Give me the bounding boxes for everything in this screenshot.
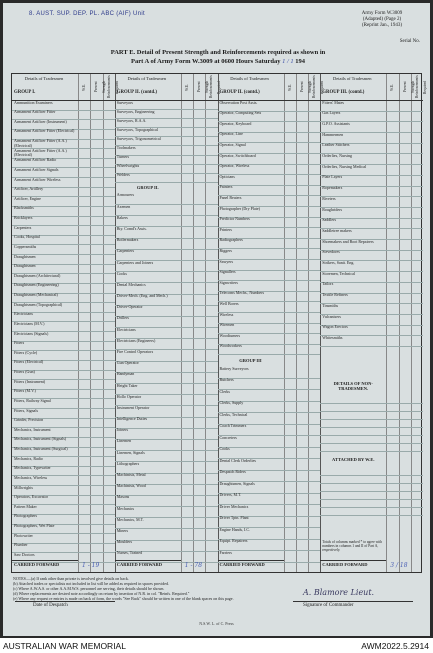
row-label: Carpenters and Joiners bbox=[116, 260, 154, 265]
row-label: Driver Tptn. Plant bbox=[219, 515, 249, 521]
row-label: Draughtsmen bbox=[14, 263, 36, 269]
row-label: Height Taker bbox=[116, 383, 138, 388]
row-label: Printers bbox=[219, 227, 232, 232]
row-label: Saddlers bbox=[322, 217, 337, 223]
column-header bbox=[320, 74, 427, 101]
row-label: Photographers bbox=[14, 513, 38, 519]
row-label: Plumber bbox=[14, 542, 28, 548]
row-label: Operator, Wireless bbox=[219, 163, 250, 169]
form-sheet bbox=[3, 3, 430, 636]
row-label: Armament Artificer Radio bbox=[14, 157, 57, 163]
header-subcolumn: Present Strength bbox=[94, 80, 107, 94]
row-label: Textile Refiners bbox=[322, 292, 348, 298]
row-label: Orderlies, Nursing bbox=[322, 153, 353, 158]
date-rule bbox=[15, 601, 115, 602]
row-label: Signallers bbox=[219, 269, 236, 275]
header-details-label: Details of Tradesmen bbox=[230, 76, 269, 81]
row-label: Handyman bbox=[116, 371, 135, 377]
row-label: Welders bbox=[116, 172, 130, 178]
row-label: Storemen, Technical bbox=[322, 271, 355, 276]
column-header bbox=[12, 74, 119, 101]
header-details-label: Details of Tradesmen bbox=[127, 76, 166, 81]
carried-forward: CARRIED FORWARD bbox=[12, 560, 78, 572]
row-label: Clerks, Technical bbox=[219, 412, 248, 417]
header-subcolumn: Present Strength bbox=[402, 80, 415, 94]
note-line: (c) Where A.W.A.S. or other A.A.M.W.S. personnel are serving, their details should be shown. bbox=[13, 586, 165, 591]
row-label: Wireless bbox=[219, 312, 234, 317]
row-label: Radiographers bbox=[219, 237, 243, 243]
row-label: Stevedores bbox=[322, 249, 340, 255]
row-label: Blacksmiths bbox=[14, 205, 34, 211]
row-label: Artificer, Engine bbox=[14, 196, 41, 201]
row-label: Signwriters bbox=[219, 280, 238, 285]
row-label: Armament Artificer Signals bbox=[14, 167, 59, 172]
row-label: Mechanics, Instrument (Signals) bbox=[14, 436, 67, 442]
row-label: Mechanics, Typewriter bbox=[14, 465, 51, 471]
row-label: G.P.O. Assistants bbox=[322, 121, 350, 126]
row-label: Gun Operator bbox=[116, 360, 139, 366]
row-label: Electricians (M.V.) bbox=[14, 321, 45, 326]
header-subcolumn: Reinforcements Required bbox=[209, 75, 222, 98]
row-label: Concreters bbox=[219, 435, 237, 440]
column-header bbox=[218, 74, 324, 101]
row-label: Linemen bbox=[116, 438, 131, 444]
header-group-label: GROUP I. bbox=[14, 90, 36, 95]
column-header bbox=[115, 74, 222, 101]
carried-forward: CARRIED FORWARD bbox=[218, 560, 284, 572]
handwritten-date: 1 / 1 bbox=[282, 58, 294, 65]
strength-table bbox=[11, 73, 427, 573]
row-label: Wheelwrights bbox=[116, 163, 140, 169]
row-label: Engine Hands, I.C. bbox=[219, 527, 251, 532]
row-label: Driver-Mech. (Eng. and Mech.) bbox=[116, 293, 168, 299]
row-label: Well Borers bbox=[219, 301, 239, 306]
header-group-label: GROUP II. (contd.) bbox=[116, 90, 157, 95]
row-label: Drivers, M.T. bbox=[219, 492, 242, 498]
row-label: Grinder, Precision bbox=[14, 417, 44, 423]
row-label: Mechanics, Wireless bbox=[14, 475, 48, 480]
carried-forward: CARRIED FORWARD bbox=[320, 560, 386, 572]
row-label: Armament Artificer Wireless bbox=[14, 177, 61, 182]
row-label: Mechanics, Instrument bbox=[14, 427, 51, 432]
row-label: Leather Stitchers bbox=[322, 142, 350, 148]
archive-caption bbox=[0, 638, 433, 653]
row-label: Draughtsmen (Engineering) bbox=[14, 282, 59, 288]
row-label: Plate Layers bbox=[322, 174, 343, 180]
row-label: Fire Control Operators bbox=[116, 349, 154, 354]
header-group-label: GROUP II. (contd.) bbox=[219, 90, 260, 95]
row-label: Telecoms Mechs., Numbers bbox=[219, 290, 265, 296]
carried-forward: CARRIED FORWARD bbox=[115, 560, 181, 572]
totals-note: Totals of columns marked * to agree with numbers in columns 1 and II of Part A, respectively. bbox=[322, 540, 382, 553]
handwritten-total: 1 - 78 bbox=[184, 562, 203, 569]
row-label: Armourers bbox=[116, 192, 135, 198]
row-label: Photographer (Dry Plate) bbox=[219, 206, 260, 211]
group3-cont-row bbox=[320, 335, 423, 347]
header-subcolumn: W.E. bbox=[184, 83, 189, 91]
row-label: Strikers, Sanit. Eng. bbox=[322, 260, 355, 265]
row-label: Surveyors, Topographical bbox=[116, 127, 158, 132]
header-subcolumn: Reinforcements Required bbox=[414, 75, 427, 98]
handwritten-total: 1 - 19 bbox=[82, 562, 100, 569]
row-label: Electricians (Engineers) bbox=[116, 338, 156, 343]
row-label: Draughtsmen (Topographical) bbox=[14, 302, 63, 307]
commander-signature: A. Blamore Lieut. bbox=[303, 588, 375, 597]
row-label: Despatch Riders bbox=[219, 469, 246, 475]
serial-number: Serial No. bbox=[399, 39, 420, 44]
caption-source: AUSTRALIAN WAR MEMORIAL bbox=[3, 641, 126, 651]
printer-imprint: N.S.W. L. of C. Press bbox=[199, 621, 234, 626]
non-tradesmen-row bbox=[320, 443, 423, 452]
header-details-label: Details of Tradesmen bbox=[333, 76, 372, 81]
row-label: Cooks bbox=[116, 271, 127, 276]
row-label: Bty. Comd's Assts. bbox=[116, 226, 147, 231]
row-label: Intelligence Duties bbox=[116, 416, 148, 422]
row-label: Saw Doctors bbox=[14, 552, 35, 557]
note-line: NOTES.—(a) If rank other than private is involved give details on back. bbox=[13, 576, 129, 581]
signature-label: Signature of Commander bbox=[303, 603, 354, 608]
row-label: Fitters, Railway Signal bbox=[14, 398, 51, 403]
form-reference: Army Form W.3009 (Adapted) (Page 2) (Reprint Jan., 1943) bbox=[361, 11, 403, 28]
row-label: Cooks, Hospital bbox=[14, 234, 40, 240]
row-label: Surveyors bbox=[116, 100, 133, 105]
row-label: Sawyers bbox=[219, 259, 234, 264]
group3-subheading: GROUP III bbox=[239, 358, 262, 364]
row-label: Bakers bbox=[116, 215, 128, 220]
row-label: Whitesmiths bbox=[322, 335, 343, 340]
row-label: Painters bbox=[219, 184, 233, 190]
row-label: Axemen bbox=[116, 204, 131, 209]
row-label: Armament Artificer Fitter (Electrical) bbox=[14, 128, 75, 134]
row-label: Woodturners bbox=[219, 333, 241, 338]
row-label: Butchers bbox=[219, 377, 234, 383]
header-details-label: Details of Tradesmen bbox=[24, 76, 64, 81]
row-label: Armament Artificer Fitter bbox=[14, 109, 56, 115]
date-of-despatch-label: Date of Despatch bbox=[33, 603, 68, 608]
group2-row bbox=[115, 173, 218, 183]
row-label: Wagon Erectors bbox=[322, 324, 348, 330]
row-label: Gas Layers bbox=[322, 110, 341, 116]
row-label: Surveyors, Trigonometrical bbox=[116, 136, 161, 141]
row-label: Hammermen bbox=[322, 132, 344, 137]
row-label: Machinists, Metal bbox=[116, 472, 146, 478]
row-label: Surveyors, Engineering bbox=[116, 109, 155, 114]
row-label: Armament Artificer Fitter (A.A.) (Electrical) bbox=[14, 148, 67, 158]
row-label: Mechanics, Radio bbox=[14, 456, 43, 461]
row-label: Predictor Numbers bbox=[219, 216, 250, 222]
row-label: Toolmakers bbox=[116, 145, 136, 150]
row-label: Operator, Line bbox=[219, 131, 243, 137]
row-label: Millwrights bbox=[14, 485, 33, 490]
header-subcolumn: W.E. bbox=[390, 83, 395, 91]
header-group-label: GROUP III. (contd.) bbox=[322, 90, 365, 95]
row-label: Riggers bbox=[219, 248, 232, 253]
non-tradesmen-heading: DETAILS OF NON-TRADESMEN. bbox=[333, 381, 373, 392]
attached-row bbox=[320, 507, 423, 516]
row-label: Shoemakers and Boot Repairers bbox=[322, 239, 374, 244]
row-label: Wiremen bbox=[219, 322, 235, 328]
row-label: Mechanics, Instrument (Surgical) bbox=[14, 446, 68, 451]
row-label: Driver Mechanics bbox=[219, 504, 249, 509]
attached-heading: ATTACHED BY W.E. bbox=[332, 457, 375, 463]
caption-id: AWM2022.5.2914 bbox=[361, 641, 429, 651]
row-label: Fitters bbox=[14, 340, 25, 346]
row-label: Mechanics bbox=[116, 506, 135, 511]
row-label: Armament Artificer (Instrument) bbox=[14, 119, 67, 124]
row-label: Machinists, Wood bbox=[116, 483, 146, 489]
row-label: Coppersmiths bbox=[14, 244, 37, 249]
row-label: Equipt. Repairers bbox=[219, 538, 248, 544]
row-label: Mechanics, M.T. bbox=[116, 517, 144, 522]
row-label: Operators, Excavator bbox=[14, 494, 48, 500]
row-label: Fitters' Mates bbox=[322, 100, 344, 105]
row-label: Boilermakers bbox=[116, 237, 139, 243]
row-label: Photographers, Wet Plate bbox=[14, 523, 55, 528]
row-label: Surveyors, R.A.A. bbox=[116, 118, 147, 123]
row-label: Moulders bbox=[116, 539, 133, 545]
row-label: Fitters (Instrument) bbox=[14, 379, 46, 384]
header-subcolumn: W.E. bbox=[287, 83, 292, 91]
row-label: Draughtsmen (Mechanical) bbox=[14, 292, 58, 297]
row-label: Draughtsmen bbox=[14, 254, 36, 259]
row-label: Fitters (Electrical) bbox=[14, 359, 44, 365]
row-label: Ropemakers bbox=[322, 185, 343, 191]
row-label: Riveters bbox=[322, 196, 336, 201]
header-subcolumn: Reinforcements Required bbox=[312, 75, 324, 98]
row-label: Vulcanisers bbox=[322, 314, 341, 319]
row-label: Farriers bbox=[219, 550, 232, 555]
row-label: Battery Surveyors bbox=[219, 366, 249, 371]
row-label: Joiners bbox=[116, 427, 129, 433]
row-label: Observation Post Assts. bbox=[219, 100, 258, 105]
row-label: Bricklayers bbox=[14, 215, 33, 220]
row-label: Electricians (Signals) bbox=[14, 331, 49, 336]
row-label: Fitters (M.V.) bbox=[14, 388, 36, 394]
header-subcolumn: Present Strength bbox=[197, 80, 209, 94]
row-label: Panel Beaters bbox=[219, 195, 242, 200]
row-label: Dental Mechanics bbox=[116, 282, 146, 287]
row-label: Clerks bbox=[219, 389, 230, 394]
group2-subheading: GROUP II. bbox=[136, 184, 159, 190]
row-label: Carpenters bbox=[116, 248, 135, 254]
row-label: Carpenters bbox=[14, 225, 32, 230]
row-label: Hollo Operator bbox=[116, 394, 142, 399]
header-subcolumn: Present Strength bbox=[299, 80, 312, 94]
row-label: Operator, Signal bbox=[219, 142, 246, 147]
row-label: Linemen, Signals bbox=[116, 450, 145, 455]
row-label: Woodworkers bbox=[219, 343, 242, 349]
group3-row bbox=[218, 344, 321, 356]
row-label: Draughtsmen (Architectural) bbox=[14, 273, 61, 278]
header-subcolumn: W.E. bbox=[82, 83, 86, 91]
row-label: Instrument Operator bbox=[116, 405, 150, 410]
row-label: Operator, Switchboard bbox=[219, 153, 256, 158]
row-label: Opticians bbox=[219, 174, 235, 179]
row-label: Lithographers bbox=[116, 461, 140, 466]
row-label: Operator, Keyboard bbox=[219, 121, 252, 126]
note-line: (d) Where replacements are desired note accordingly on return by insertion of N.R. in col. "Reinfs. Required." bbox=[13, 591, 190, 596]
row-label: Dental Clerk Orderlies bbox=[219, 458, 256, 463]
row-label: Photowriter bbox=[14, 533, 33, 538]
row-label: Turners bbox=[116, 154, 130, 160]
row-label: Electricians bbox=[116, 327, 136, 332]
row-label: Tinsmiths bbox=[322, 303, 339, 308]
row-label: Fitters (Gun) bbox=[14, 369, 35, 374]
row-label: Nurses, Trained bbox=[116, 550, 143, 556]
form-title: PART E. Detail of Present Strength and Reinforcements required as shown in Part A of Army Form W.3009 at 0600 Hours Saturday 1 / 1 194 bbox=[110, 49, 326, 65]
row-label: Operator, Computing Sets bbox=[219, 110, 262, 116]
unit-stamp: 8. AUST. SUP. DEP. PL. ABC (AIF) Unit bbox=[29, 11, 145, 17]
row-label: Armament Artificer Fitter (A.A.) (Electrical) bbox=[14, 138, 67, 148]
row-label: Ammunition Examiners bbox=[14, 100, 53, 105]
note-line: (e) Where any request re entries is made on back of form, the words "See Back" should be written in one of the blank spaces on this page. bbox=[13, 596, 234, 601]
row-label: Orderlies, Nursing Medical bbox=[322, 164, 367, 169]
header-subcolumn: Reinforcements Required bbox=[106, 75, 119, 98]
handwritten-total: 3 / 18 bbox=[390, 562, 408, 569]
row-label: Miners bbox=[116, 528, 129, 533]
row-label: Cooks bbox=[219, 446, 230, 452]
note-line: (b) Attached trades or specialists not included in list will be added as required in spaces provided. bbox=[13, 581, 170, 586]
row-label: Artificer, Artillery bbox=[14, 186, 44, 192]
signature-rule bbox=[293, 601, 413, 602]
row-label: Drillers bbox=[116, 315, 129, 321]
row-label: Pattern Maker bbox=[14, 504, 37, 509]
row-label: Saddletree makers bbox=[322, 228, 352, 233]
row-label: Clerks, Supply bbox=[219, 400, 244, 406]
row-label: Draughtsmen, Signals bbox=[219, 481, 255, 486]
row-label: Driver-Operator bbox=[116, 304, 143, 310]
row-label: Roughriders bbox=[322, 207, 343, 212]
row-label: Electricians bbox=[14, 311, 33, 317]
row-label: Tailors bbox=[322, 281, 334, 287]
row-label: Masons bbox=[116, 494, 130, 500]
row-label: Fitters (Cycle) bbox=[14, 350, 38, 355]
row-label: Fitters, Signals bbox=[14, 408, 39, 413]
row-label: Coach Trimmers bbox=[219, 423, 247, 429]
